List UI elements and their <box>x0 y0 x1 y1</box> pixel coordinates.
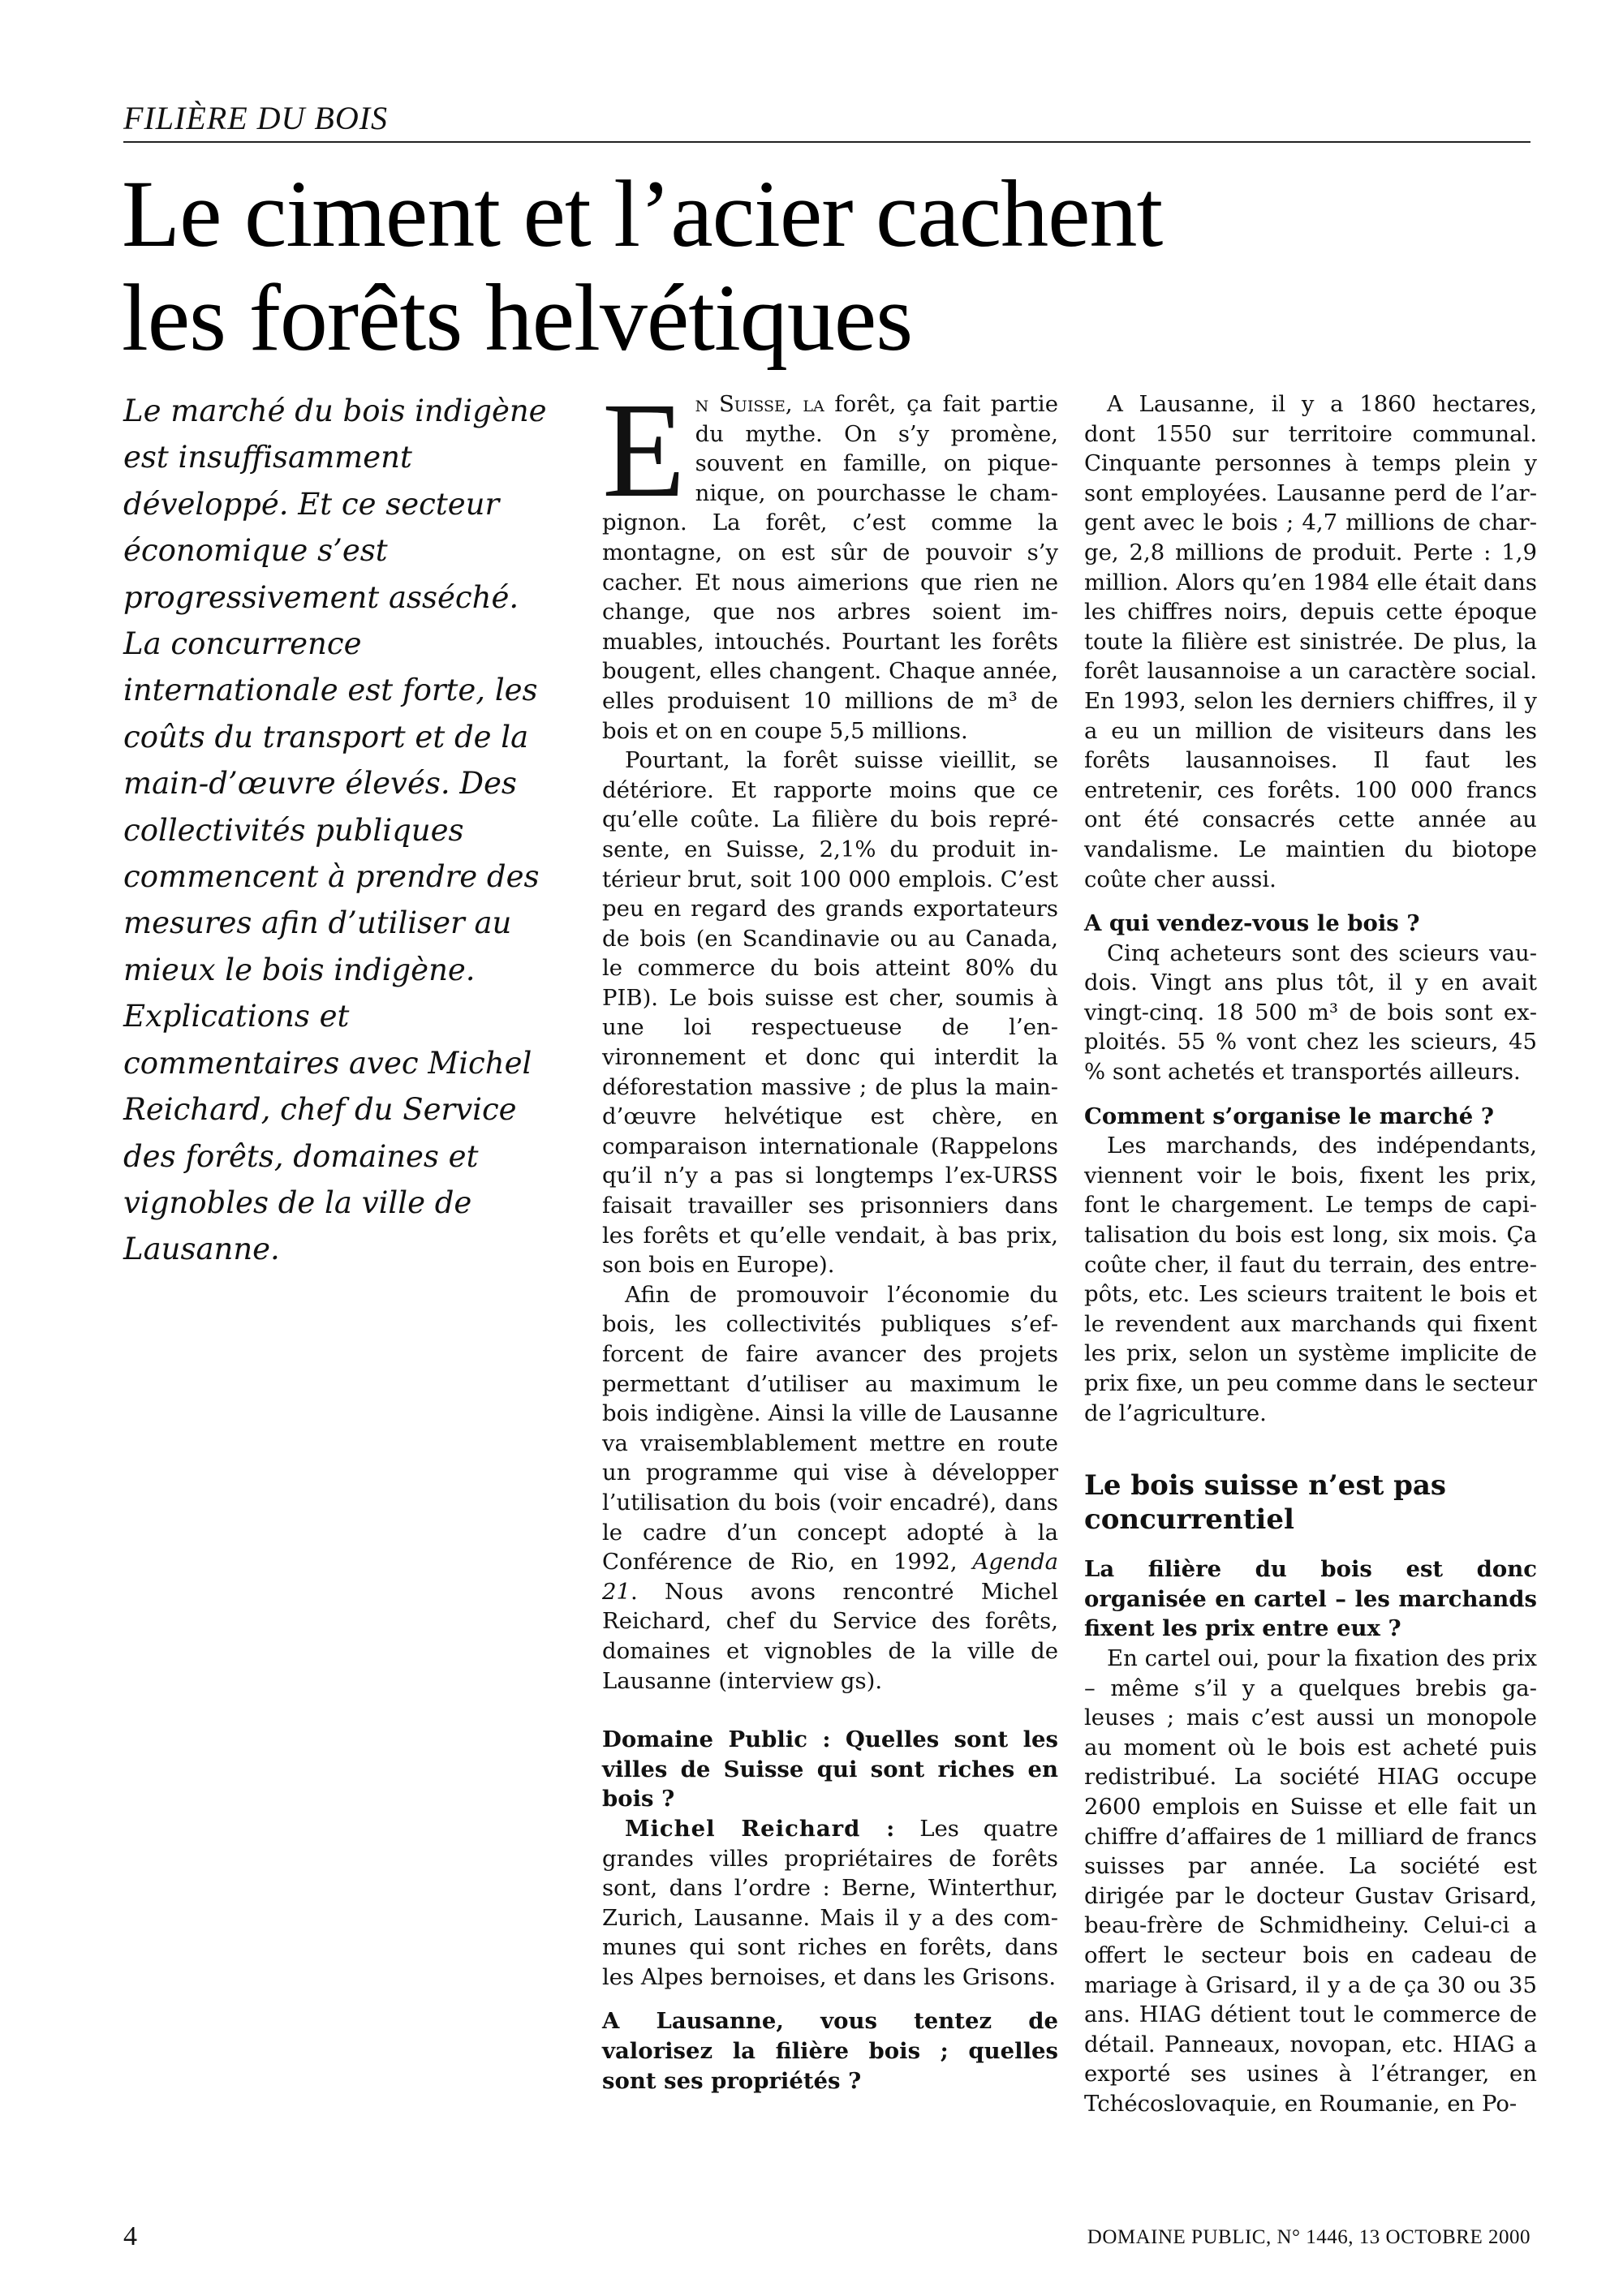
interview-question: La filière du bois est donc organisée en cartel – les marchands fixent les prix entre eux ? <box>1084 1556 1537 1642</box>
publication-footer: DOMAINE PUBLIC, N° 1446, 13 OCTOBRE 2000 <box>1087 2226 1530 2248</box>
emphasis-agenda: Agenda 21 <box>602 1549 1058 1605</box>
paragraph-text: Afin de promouvoir l’économie du bois, les collectivités publiques s’efforcent de faire avancer des projets permettant d’utiliser au maximum le bois indigène. Ainsi la ville de Lausanne va vraisemblablement mettre en route un programme qui vise à développer l’utilisation du bois (voir encadré), dans le cadre d’un concept adopté à la Conférence de Rio, en 1992, <box>602 1281 1058 1576</box>
paragraph-text: . Nous avons rencontré Michel Reichard, chef du Service des forêts, domaines et vignobles de la ville de Lausanne (interview gs). <box>602 1578 1058 1694</box>
page-number: 4 <box>123 2221 137 2251</box>
section-label: FILIÈRE DU BOIS <box>123 100 389 136</box>
body-paragraph <box>602 1280 1058 1696</box>
intro-paragraph <box>602 375 1058 746</box>
answer-text: Les quatre grandes villes propriétaires de forêts sont, dans l’ordre : Berne, Winterthur, Zurich, Lausanne. Mais il y a des communes qui sont riches en forêts, dans les Alpes bernoises, et dans les Grisons. <box>602 1815 1058 1990</box>
interview-question: A Lausanne, vous tentez de valorisez la filière bois ; quelles sont ses propriétés ? <box>602 2008 1058 2094</box>
interview-answer: Cinq acheteurs sont des scieurs vaudois. Vingt ans plus tôt, il y en avait vingt-cinq. 18 500 m³ de bois sont exploités. 55 % vont chez les scieurs, 45 % sont achetés et transportés ailleurs. <box>1084 939 1537 1086</box>
headline-line-2: les forêts helvétiques <box>122 264 913 371</box>
article-column-3 <box>1084 389 1537 2118</box>
headline <box>122 162 1518 370</box>
spacer <box>602 1696 1058 1725</box>
intro-small-caps: n Suisse, la <box>695 391 824 417</box>
interview-answer <box>602 1814 1058 1993</box>
intro-text: forêt, ça fait partie du mythe. On s’y promène, souvent en famille, on pique-nique, on pourchasse le champignon. La forêt, c’est comme la montagne, on est sûr de pouvoir s’y cacher. Et nous aimerions que rien ne change, que nos arbres soient immuables, intouchés. Pourtant les forêts bougent, elles changent. Chaque année, elles produisent 10 millions de m³ de bois et on en coupe 5,5 millions. <box>602 391 1058 744</box>
headline-line-1: Le ciment et l’acier cachent <box>122 161 1163 267</box>
interview-question: Comment s’organise le marché ? <box>1084 1103 1494 1129</box>
interview-answer: En cartel oui, pour la fixation des prix – même s’il y a quelques brebis galeuses ; mais c’est aussi un monopole au moment où le bois est acheté puis redistribué. La société HIAG occupe 2600 emplois en Suisse et elle fait un chiffre d’affaires de 1 milliard de francs suisses par année. La société est dirigée par le docteur Gustav Grisard, beau-frère de Schmidheiny. Celui-ci a offert le secteur bois en cadeau de mariage à Grisard, il y a de ça 30 ou 35 ans. HIAG détient tout le commerce de détail. Panneaux, novopan, etc. HIAG a exporté ses usines à l’étranger, en Tchécoslovaquie, en Roumanie, en Po- <box>1084 1645 1537 2117</box>
subheading: Le bois suisse n’est pas concurrentiel <box>1084 1469 1447 1537</box>
drop-cap: E <box>602 375 686 526</box>
lead-paragraph <box>123 388 562 1273</box>
header-rule <box>123 141 1530 143</box>
interview-question: Domaine Public : Quelles sont les villes de Suisse qui sont riches en bois ? <box>602 1726 1058 1812</box>
article-column-2 <box>602 375 1058 2096</box>
body-paragraph: Pourtant, la forêt suisse vieillit, se détériore. Et rapporte moins que ce qu’elle coûte. La filière du bois représente, en Suisse, 2,1% du produit intérieur brut, soit 100 000 emplois. C’est peu en regard des grands exportateurs de bois (en Scandinavie ou au Canada, le commerce du bois atteint 80% du PIB). Le bois suisse est cher, soumis à une loi respectueuse de l’environnement et donc qui interdit la déforestation massive ; de plus la main-d’œuvre helvétique est chère, en comparaison internationale (Rappelons qu’il n’y a pas si longtemps l’ex-URSS faisait travailler ses prisonniers dans les forêts et qu’elle vendait, à bas prix, son bois en Europe). <box>602 747 1058 1279</box>
interview-answer: Les marchands, des indépendants, viennent voir le bois, fixent les prix, font le chargement. Le temps de capitalisation du bois est long, six mois. Ça coûte cher, il faut du terrain, des entrepôts, etc. Les scieurs traitent le bois et le revendent aux marchands qui fixent les prix, selon un système implicite de prix fixe, un peu comme dans le secteur de l’agriculture. <box>1084 1133 1537 1426</box>
lead-text: Le marché du bois indigène est insuffisamment développé. Et ce secteur économique s’est progressivement asséché. La concurrence internationale est forte, les coûts du transport et de la main-d’œuvre élevés. Des collectivités publiques commencent à prendre des mesures afin d’utiliser au mieux le bois indigène. Explications et commentaires avec Michel Reichard, chef du Service des forêts, domaines et vignobles de la ville de Lausanne. <box>123 393 547 1267</box>
interview-question: A qui vendez-vous le bois ? <box>1084 910 1420 937</box>
interview-answer: A Lausanne, il y a 1860 hectares, dont 1550 sur territoire communal. Cinquante personnes à temps plein y sont employées. Lausanne perd de l’argent avec le bois ; 4,7 millions de charge, 2,8 millions de produit. Perte : 1,9 million. Alors qu’en 1984 elle était dans les chiffres noirs, depuis cette époque toute la filière est sinistrée. De plus, la forêt lausannoise a un caractère social. En 1993, selon les derniers chiffres, il y a eu un million de visiteurs dans les forêts lausannoises. Il faut les entretenir, ces forêts. 100 000 francs ont été consacrés cette année au vandalisme. Le maintien du biotope coûte cher aussi. <box>1084 391 1537 892</box>
speaker-name: Michel Reichard : <box>625 1815 896 1842</box>
